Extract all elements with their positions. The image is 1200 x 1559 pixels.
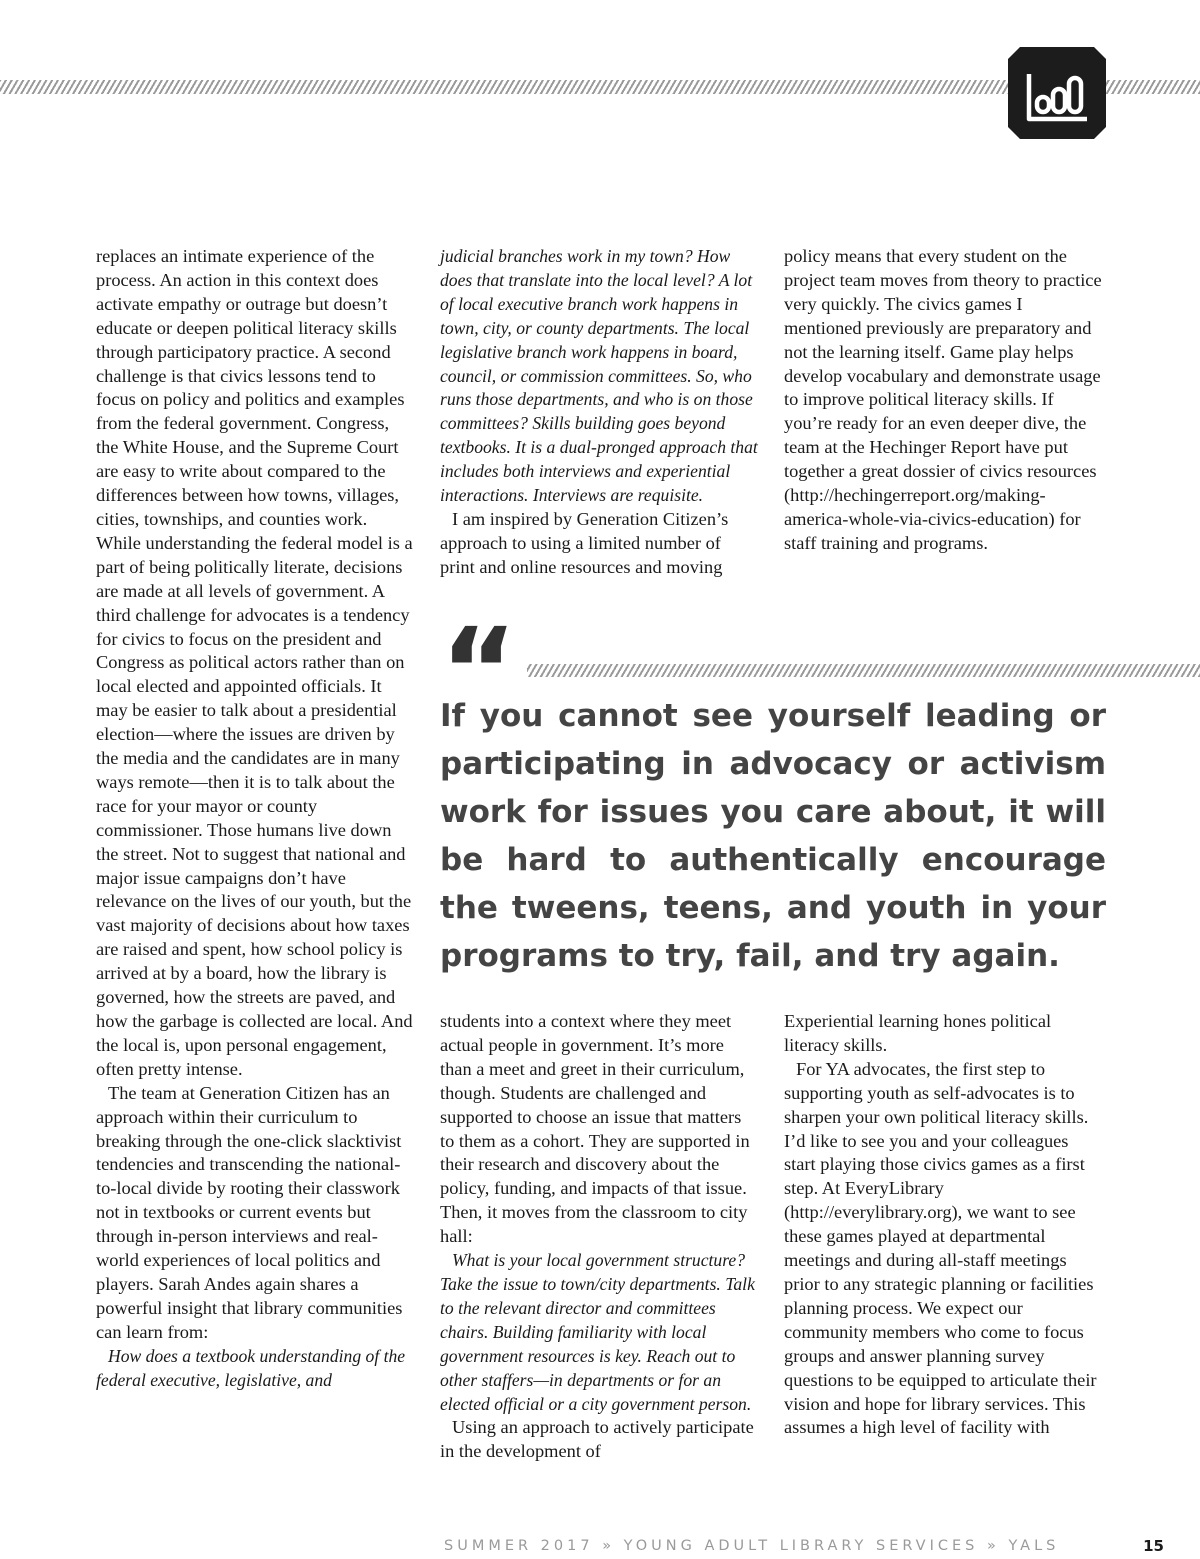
page-footer — [444, 1536, 1164, 1556]
quote-mark-icon: “ — [440, 602, 512, 740]
paragraph: students into a context where they meet actual people in government. It’s more than a meet and greet in their curriculum, though. Students are challenged and supported to choose an issue that matters to them as a cohort. They are supported in their research and discovery about the policy, funding, and impacts of that issue. Then, it moves from the classroom to city hall: — [440, 1011, 750, 1247]
paragraph: policy means that every student on the project team moves from theory to practice very quickly. The civics games I mentioned previously are preparatory and not the learning itself. Game play helps develop vocabulary and demonstrate usage to improve political literacy skills. If you’re ready for an even deeper dive, the team at the Hechinger Report have put together a great dossier of civics resources (http://hechingerreport.org/making-america-whole-via-civics-education) for staff training and programs. — [784, 246, 1102, 553]
paragraph: The team at Generation Citizen has an approach within their curriculum to breaking through the one-click slacktivist tendencies and transcending the national-to-local divide by rooting their classwork not in textbooks or current events but through in-person interviews and real-world experiences of local politics and players. Sarah Andes again shares a powerful insight that library communities can learn from: — [96, 1082, 403, 1342]
paragraph: How does a textbook understanding of the federal executive, legislative, and — [96, 1345, 406, 1390]
column-right-top — [784, 245, 1102, 556]
column-left — [96, 245, 414, 1393]
column-right-bottom — [784, 1010, 1102, 1440]
paragraph: replaces an intimate experience of the process. An action in this context does activate empathy or outrage but doesn’t educate or deepen political literacy skills through participatory practice. A second challenge is that civics lessons tend to focus on policy and politics and examples from the federal government. Congress, the White House, and the Supreme Court are easy to write about compared to the differences between how towns, villages, cities, townships, and counties work. While understanding the federal model is a part of being politically literate, decisions are made at all levels of government. A third challenge for advocates is a tendency for civics to focus on the president and Congress as political actors rather than on local elected and appointed officials. It may be easier to talk about a presidential election—where the issues are driven by the media and the candidates are in many ways remote—then it is to talk about the race for your mayor or county commissioner. Those humans live down the street. Not to suggest that national and major issue campaigns don’t have relevance on the lives of our youth, but the vast majority of decisions about how taxes are raised and spent, how school policy is arrived at by a board, how the library is governed, how the streets are paved, and how the garbage is collected are local. And the local is, upon personal engagement, often pretty intense. — [96, 246, 413, 1079]
quote-hatched-rule — [527, 664, 1200, 677]
column-middle-top — [440, 245, 758, 580]
pull-quote: If you cannot see yourself leading or participating in advocacy or activism work for issues you care about, it will be hard to authentically encourage the tweens, teens, and youth in your programs to try, fail, and try again. — [440, 698, 1106, 974]
paragraph: For YA advocates, the first step to supporting youth as self-advocates is to sharpen your own political literacy skills. I’d like to see you and your colleagues start playing those civics games as a first step. At EveryLibrary (http://everylibrary.org), we want to see these games played at departmental meetings and during all-staff meetings prior to any strategic planning or facilities planning process. We expect our community members who come to focus groups and answer planning survey questions to be equipped to articulate their vision and hope for library services. This assumes a high level of facility with — [784, 1058, 1097, 1438]
paragraph: Experiential learning hones political literacy skills. — [784, 1011, 1052, 1055]
paragraph: I am inspired by Generation Citizen’s approach to using a limited number of print and online resources and moving — [440, 508, 729, 577]
paragraph: judicial branches work in my town? How does that translate into the local level? A lot of local executive branch work happens in town, city, or county departments. The local legislative branch work happens in board, council, or commission committees. So, who runs those departments, and who is on those committees? Skills building goes beyond textbooks. It is a dual-pronged approach that includes both interviews and experiential interactions. Interviews are requisite. — [440, 246, 758, 506]
paragraph: What is your local government structure? Take the issue to town/city departments. Talk to the relevant director and committees chairs. Building familiarity with local government resources is key. Reach out to other staffers—in departments or for an elected official or a city government person. — [440, 1250, 755, 1414]
column-middle-bottom — [440, 1010, 758, 1464]
section-badge — [1008, 47, 1106, 139]
paragraph: Using an approach to actively participate in the development of — [440, 1417, 754, 1462]
page-number: 15 — [1143, 1537, 1164, 1555]
footer-running-title: SUMMER 2017 » YOUNG ADULT LIBRARY SERVICES » YALS — [444, 1538, 1060, 1554]
bar-chart-icon — [1008, 47, 1106, 139]
